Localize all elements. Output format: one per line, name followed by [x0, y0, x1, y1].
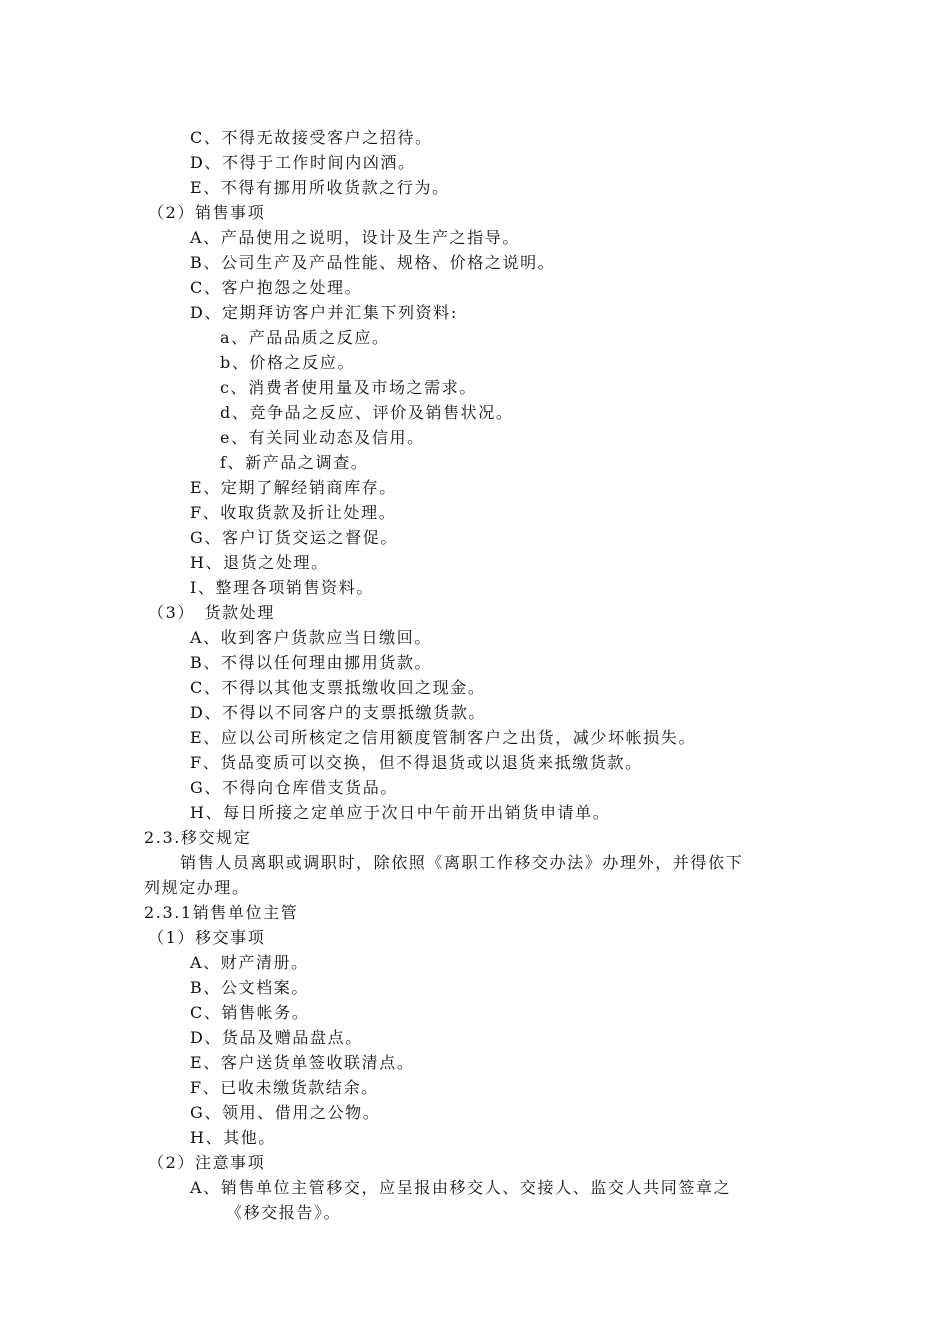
text-line: H、退货之处理。	[190, 553, 329, 572]
text-line: B、公司生产及产品性能、规格、价格之说明。	[190, 253, 556, 272]
sub-item: c、消费者使用量及市场之需求。	[220, 378, 477, 397]
text-line: D、定期拜访客户并汇集下列资料:	[190, 303, 458, 322]
section-heading: （2）销售事项	[148, 203, 266, 222]
sub-item: a、产品品质之反应。	[220, 328, 390, 347]
section-heading: （1）移交事项	[148, 928, 266, 947]
section-heading: 2.3.移交规定	[144, 828, 252, 847]
sub-item: f、新产品之调查。	[220, 453, 369, 472]
text-line: G、不得向仓库借支货品。	[190, 778, 398, 797]
paragraph-line: 销售人员离职或调职时，除依照《离职工作移交办法》办理外，并得依下	[180, 853, 744, 872]
text-line: F、收取货款及折让处理。	[190, 503, 397, 522]
paragraph-line: 列规定办理。	[144, 878, 250, 897]
sub-item: e、有关同业动态及信用。	[220, 428, 425, 447]
text-line: C、不得无故接受客户之招待。	[190, 128, 433, 147]
text-line: A、财产清册。	[190, 953, 309, 972]
text-line: C、销售帐务。	[190, 1003, 310, 1022]
text-line: F、货品变质可以交换，但不得退货或以退货来抵缴货款。	[190, 753, 643, 772]
text-line: D、货品及赠品盘点。	[190, 1028, 363, 1047]
text-line: C、不得以其他支票抵缴收回之现金。	[190, 678, 486, 697]
text-line: F、已收未缴货款结余。	[190, 1078, 379, 1097]
text-line: A、产品使用之说明，设计及生产之指导。	[190, 228, 520, 247]
text-line: D、不得于工作时间内凶酒。	[190, 153, 416, 172]
text-line: G、领用、借用之公物。	[190, 1103, 381, 1122]
text-line: E、应以公司所核定之信用额度管制客户之出货，减少坏帐损失。	[190, 728, 697, 747]
text-line: E、不得有挪用所收货款之行为。	[190, 178, 450, 197]
sub-item: b、价格之反应。	[220, 353, 356, 372]
text-line: B、不得以任何理由挪用货款。	[190, 653, 433, 672]
section-heading: 2.3.1销售单位主管	[144, 903, 299, 922]
text-line: A、收到客户货款应当日缴回。	[190, 628, 432, 647]
text-line: D、不得以不同客户的支票抵缴货款。	[190, 703, 487, 722]
text-line: C、客户抱怨之处理。	[190, 278, 363, 297]
text-line: 《移交报告》。	[226, 1203, 342, 1222]
sub-item: d、竞争品之反应、评价及销售状况。	[220, 403, 514, 422]
text-line: G、客户订货交运之督促。	[190, 528, 398, 547]
text-line: H、每日所接之定单应于次日中午前开出销货申请单。	[190, 803, 611, 822]
text-line: I、整理各项销售资料。	[190, 578, 374, 597]
text-line: E、客户送货单签收联清点。	[190, 1053, 415, 1072]
text-line: H、其他。	[190, 1128, 276, 1147]
text-line: E、定期了解经销商库存。	[190, 478, 397, 497]
text-line: B、公文档案。	[190, 978, 309, 997]
text-line: A、销售单位主管移交，应呈报由移交人、交接人、监交人共同签章之	[190, 1178, 732, 1197]
section-heading: （3） 货款处理	[148, 603, 275, 622]
section-heading: （2）注意事项	[148, 1153, 266, 1172]
